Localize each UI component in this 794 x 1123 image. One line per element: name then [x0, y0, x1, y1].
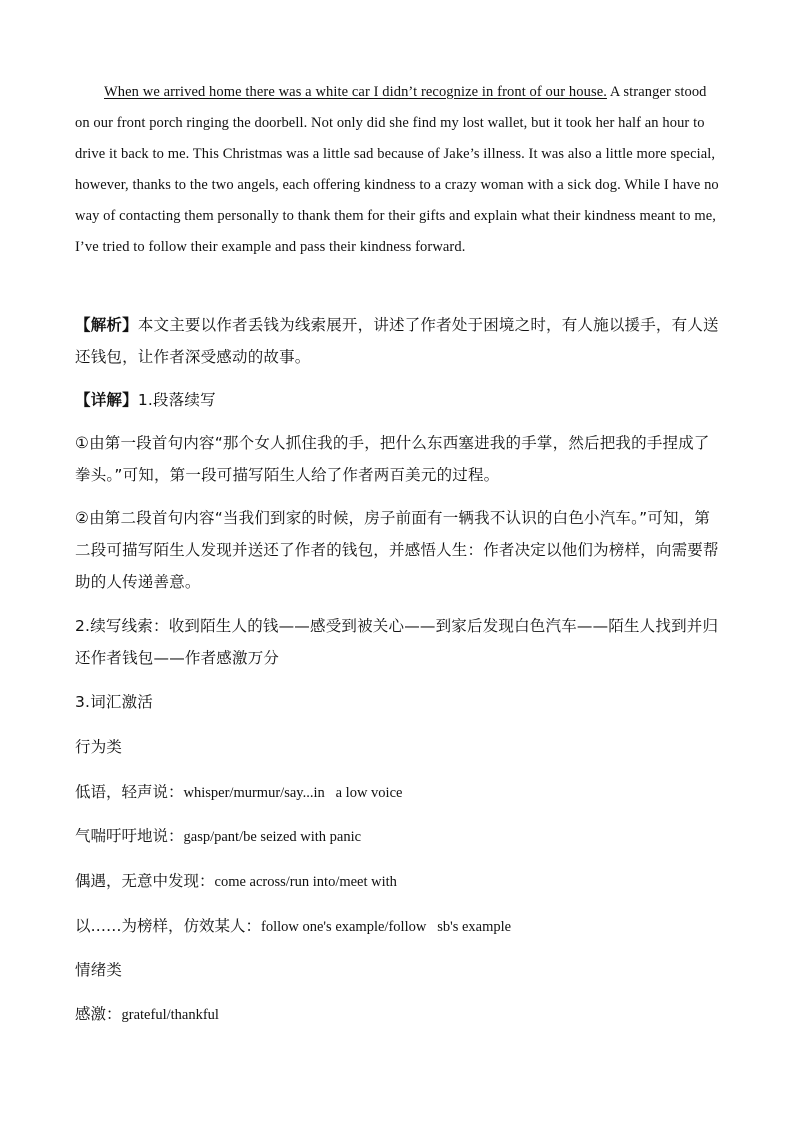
vocab-item [75, 865, 397, 898]
detail-point-2: ②由第二段首句内容“当我们到家的时候，房子前面有一辆我不认识的白色小汽车。”可知，第二段可描写陌生人发现并送还了作者的钱包，并感悟人生：作者决定以他们为榜样，向需要帮助的人传递善意。 [75, 509, 719, 591]
continuation-clues: 2.续写线索：收到陌生人的钱——感受到被关心——到家后发现白色汽车——陌生人找到并归还作者钱包——作者感激万分 [75, 617, 719, 667]
vocab-item-zh: 气喘吁吁地说： [75, 827, 184, 845]
passage-rest: A stranger stood on our front porch ringing the doorbell. Not only did she find my lost wallet, but it took her half an hour to drive it back to me. This Christmas was a little sad because of Jake’s illness. It was also a little more special, however, thanks to the two angels, each offering kindness to a crazy woman with a sick dog. While I have no way of contacting them personally to thank them for their gifts and explain what their kindness meant to me, I’ve tried to follow their example and pass their kindness forward. [75, 84, 719, 255]
vocab-item-en: follow one's example/follow sb's example [261, 919, 512, 935]
emotion-vocab-item [75, 998, 219, 1031]
vocab-item-zh: 偶遇，无意中发现： [75, 872, 215, 890]
vocab-item [75, 910, 511, 943]
vocab-item [75, 776, 402, 809]
detail-label: 【详解】 [75, 391, 138, 409]
vocab-item-en: whisper/murmur/say...in a low voice [183, 785, 403, 801]
emotion-vocab-zh: 感激： [75, 1005, 122, 1023]
vocab-heading: 3.词汇激活 [75, 693, 153, 711]
behavior-heading: 行为类 [75, 738, 123, 756]
vocab-item-en: come across/run into/meet with [214, 874, 397, 890]
detail-heading [75, 384, 216, 416]
vocab-item [75, 820, 361, 853]
detail-heading-text: 1.段落续写 [137, 391, 216, 409]
passage-underlined-sentence: When we arrived home there was a white car I didn’t recognize in front of our house. [104, 84, 607, 100]
analysis-paragraph [75, 309, 720, 373]
analysis-label: 【解析】 [75, 316, 138, 334]
emotion-heading: 情绪类 [75, 961, 123, 979]
vocab-item-zh: 低语，轻声说： [75, 783, 184, 801]
passage-paragraph [75, 77, 720, 263]
vocab-item-zh: 以……为榜样，仿效某人： [75, 917, 262, 935]
analysis-text: 本文主要以作者丢钱为线索展开，讲述了作者处于困境之时，有人施以援手，有人送还钱包，让作者深受感动的故事。 [75, 316, 719, 366]
emotion-vocab-en: grateful/thankful [121, 1007, 219, 1023]
detail-point-1: ①由第一段首句内容“那个女人抓住我的手，把什么东西塞进我的手掌，然后把我的手捏成了拳头。”可知，第一段可描写陌生人给了作者两百美元的过程。 [75, 434, 710, 484]
vocab-item-en: gasp/pant/be seized with panic [183, 829, 362, 845]
